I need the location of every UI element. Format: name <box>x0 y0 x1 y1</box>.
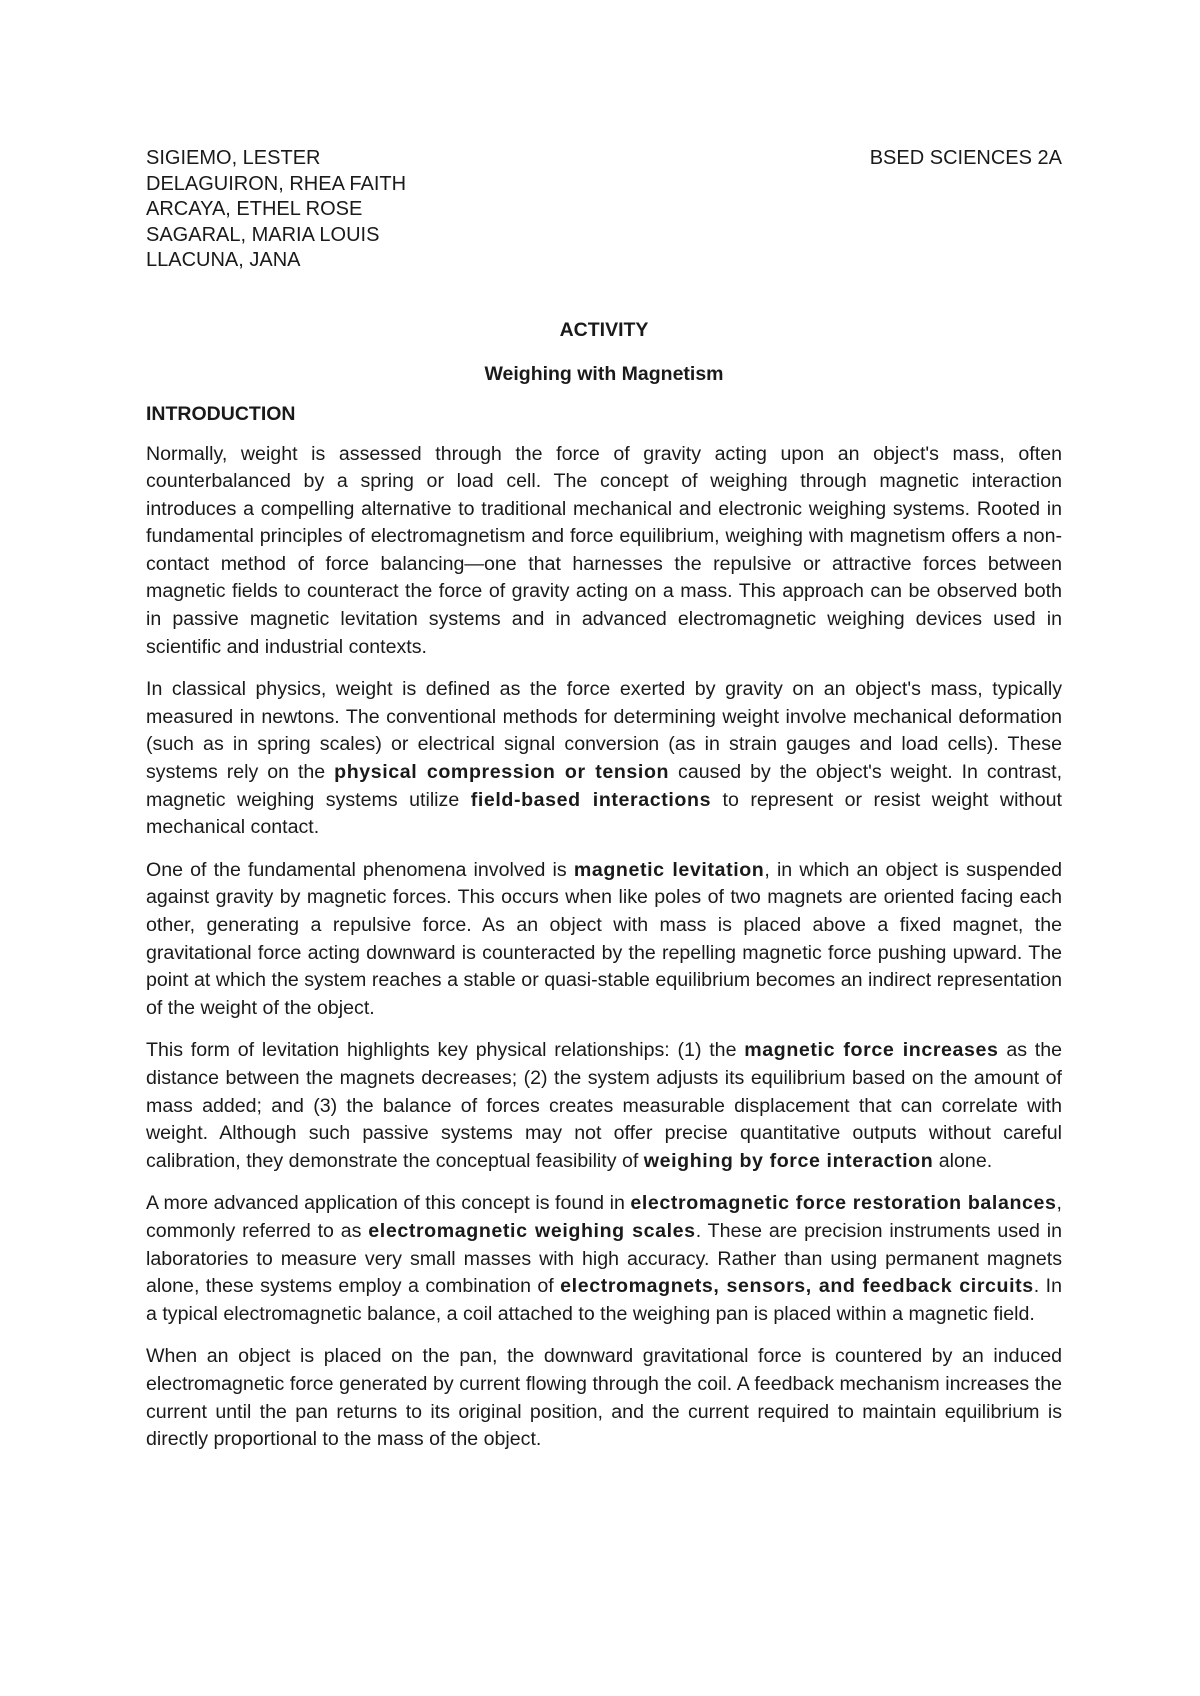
paragraph-text: caused by the object's weight. In contrast, magnetic weighing systems utilize <box>146 761 1063 811</box>
bold-phrase: magnetic levitation <box>573 858 765 881</box>
bold-phrase: weighing by force interaction <box>643 1149 934 1172</box>
paragraph <box>146 441 1062 662</box>
author-name: SAGARAL, MARIA LOUIS <box>146 223 380 246</box>
paragraph-text: , in which an object is suspended against gravity by magnetic forces. This occurs when like poles of two magnets are oriented facing each other, generating a repulsive force. As an object with mass is placed above a fixed magnet, the gravitational force acting downward is counteracted by the repelling magnetic force pushing upward. The point at which the system reaches a stable or quasi-stable equilibrium becomes an indirect representation of the weight of the object. <box>146 858 1062 1019</box>
paragraph <box>146 857 1062 1023</box>
paragraph-text: In classical physics, weight is defined as the force exerted by gravity on an object's mass, typically measured in newtons. The conventional methods for determining weight involve mechanical deformation (such as in spring scales) or electrical signal conversion (as in strain gauges and load cells). These systems rely on the <box>146 678 1062 784</box>
paragraph-text: A more advanced application of this concept is found in <box>146 1192 631 1215</box>
bold-phrase: electromagnets, sensors, and feedback circuits <box>560 1275 1034 1298</box>
paragraph-text: One of the fundamental phenomena involved is <box>146 858 574 881</box>
activity-heading: ACTIVITY <box>559 318 649 341</box>
introduction-heading: INTRODUCTION <box>146 402 296 425</box>
bold-phrase: electromagnetic weighing scales <box>368 1219 696 1242</box>
paragraph-text: alone. <box>933 1149 993 1172</box>
paragraph-text: . In a typical electromagnetic balance, a coil attached to the weighing pan is placed within a magnetic field. <box>146 1275 1062 1325</box>
paragraph-text: Normally, weight is assessed through the force of gravity acting upon an object's mass, often counterbalanced by a spring or load cell. The concept of weighing through magnetic interaction introduces a compelling alternative to traditional mechanical and electronic weighing systems. Rooted in fundamental principles of electromagnetism and force equilibrium, weighing with magnetism offers a non-contact method of force balancing—one that harnesses the repulsive or attractive forces between magnetic fields to counteract the force of gravity acting on a mass. This approach can be observed both in passive magnetic levitation systems and in advanced electromagnetic weighing devices used in scientific and industrial contexts. <box>146 442 1062 658</box>
paragraph-text: This form of levitation highlights key physical relationships: (1) the <box>146 1039 745 1062</box>
paragraph-text: , commonly referred to as <box>146 1192 1062 1242</box>
bold-phrase: field-based interactions <box>470 788 712 811</box>
section-label: BSED SCIENCES 2A <box>869 147 1062 169</box>
paragraph <box>146 1037 1062 1175</box>
document-header <box>146 146 1062 274</box>
author-name: SIGIEMO, LESTER <box>146 147 321 169</box>
paragraph <box>146 1343 1062 1453</box>
paragraph-text: . These are precision instruments used in laboratories to measure very small masses with high accuracy. Rather than using permanent magnets alone, these systems employ a combination of <box>146 1219 1063 1298</box>
paragraph <box>146 676 1062 842</box>
bold-phrase: physical compression or tension <box>334 761 670 784</box>
paragraph-text: to represent or resist weight without mechanical contact. <box>146 788 1062 839</box>
activity-subtitle: Weighing with Magnetism <box>484 362 724 385</box>
author-name: DELAGUIRON, RHEA FAITH <box>146 172 407 195</box>
author-name: ARCAYA, ETHEL ROSE <box>146 198 363 220</box>
paragraph-text: as the distance between the magnets decreases; (2) the system adjusts its equilibrium based on the amount of mass added; and (3) the balance of forces creates measurable displacement that can correlate with weight. Although such passive systems may not offer precise quantitative outputs without careful calibration, they demonstrate the conceptual feasibility of <box>146 1039 1063 1172</box>
paragraph <box>146 1190 1062 1328</box>
bold-phrase: electromagnetic force restoration balances <box>630 1192 1057 1215</box>
bold-phrase: magnetic force increases <box>744 1039 999 1062</box>
document-page <box>146 146 1062 1454</box>
paragraph-text: When an object is placed on the pan, the downward gravitational force is countered by an induced electromagnetic force generated by current flowing through the coil. A feedback mechanism increases the current until the pan returns to its original position, and the current required to maintain equilibrium is directly proportional to the mass of the object. <box>146 1345 1062 1451</box>
author-name: LLACUNA, JANA <box>146 249 301 271</box>
